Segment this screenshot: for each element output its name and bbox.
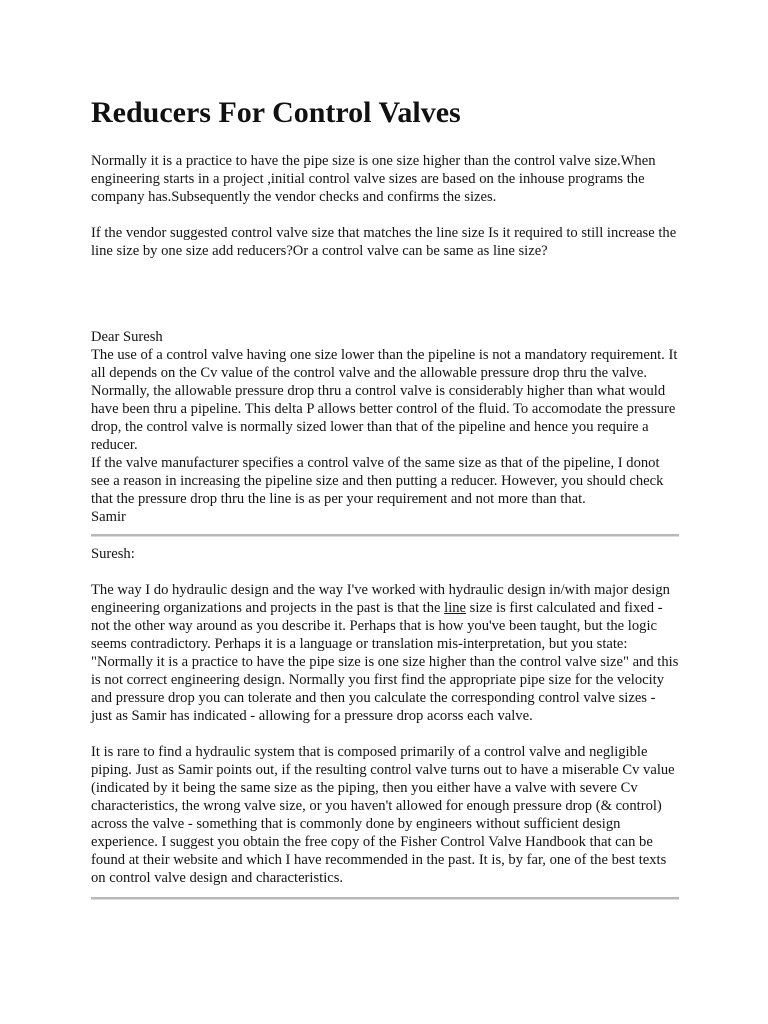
reply2-text-before-link: The way I do hydraulic design and the way I've worked with hydraulic design in/with major design engineering organizations and projects in the past is that the (91, 582, 670, 616)
blank-space (91, 260, 679, 328)
reply2-paragraph-2: It is rare to find a hydraulic system that is composed primarily of a control valve and negligible piping. Just as Samir points out, if the resulting control valve turns out to have a miserable Cv value (indicated by it being the same size as the piping, then you either have a valve with severe Cv characteristics, the wrong valve size, or you haven't allowed for enough pressure drop (& control) across the valve - something that is commonly done by engineers without sufficient design experience. I suggest you obtain the free copy of the Fisher Control Valve Handbook that can be found at their website and which I have recommended in the past. It is, by far, one of the best texts on control valve design and characteristics. (91, 744, 675, 886)
reply2-paragraph-1 (91, 581, 679, 725)
question-paragraph-1: Normally it is a practice to have the pipe size is one size higher than the control valve size.When engineering starts in a project ,initial control valve sizes are based on the inhouse programs the company has.Subsequently the vendor checks and confirms the sizes. (91, 153, 656, 205)
reply-samir (91, 328, 679, 526)
divider-1 (91, 534, 679, 537)
reply-second (91, 545, 679, 887)
reply2-salutation: Suresh: (91, 546, 135, 562)
reply-paragraph-2: If the valve manufacturer specifies a control valve of the same size as that of the pipeline, I donot see a reason in increasing the pipeline size and then putting a reducer. However, you should check that the pressure drop thru the line is as per your requirement and not more than that. (91, 455, 664, 507)
line-link[interactable]: line (444, 600, 467, 616)
reply-paragraph-1: The use of a control valve having one size lower than the pipeline is not a mandatory requirement. It all depends on the Cv value of the control valve and the allowable pressure drop thru the valve. Normally, the allowable pressure drop thru a control valve is considerably higher than what would have been thru a pipeline. This delta P allows better control of the fluid. To accomodate the pressure drop, the control valve is normally sized lower than that of the pipeline and hence you require a reducer. (91, 347, 678, 453)
document-page (91, 96, 679, 908)
page-title: Reducers For Control Valves (91, 96, 461, 129)
reply-signature: Samir (91, 509, 126, 525)
divider-2 (91, 897, 679, 900)
reply-salutation: Dear Suresh (91, 329, 163, 345)
question-paragraph-2: If the vendor suggested control valve size that matches the line size Is it required to still increase the line size by one size add reducers?Or a control valve can be same as line size? (91, 225, 677, 259)
reply2-text-after-link: size is first calculated and fixed - not the other way around as you describe it. Perhaps that is how you've been taught, but the logic seems contradictory. Perhaps it is a language or translation mis-interpretation, but you state: "Normally it is a practice to have the pipe size is one size higher than the control valve size" and this is not correct engineering design. Normally you first find the appropriate pipe size for the velocity and pressure drop you can tolerate and then you calculate the corresponding control valve sizes - just as Samir has indicated - allowing for a pressure drop acorss each valve. (91, 600, 679, 724)
